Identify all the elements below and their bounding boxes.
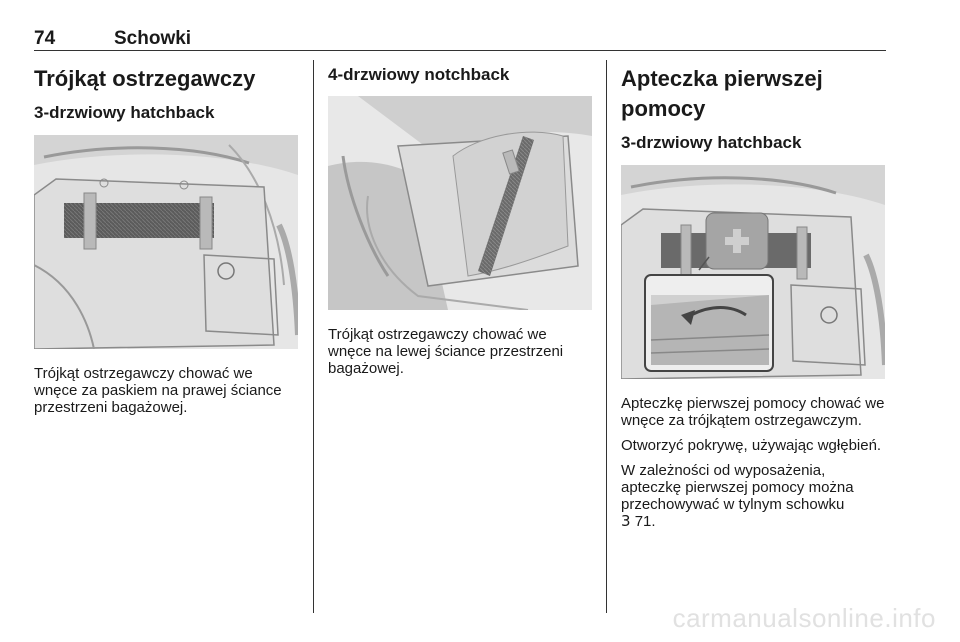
paragraph-text: W zależności od wyposażenia, apteczkę pierwszej pomocy można przechowywać w tylnym schowku (621, 462, 854, 513)
figure-first-aid-kit (621, 165, 885, 379)
page-header (34, 28, 886, 52)
figure-caption: Trójkąt ostrzegawczy chować we wnęce na lewej ściance przestrzeni bagażowej. (328, 326, 564, 377)
running-title: Schowki (114, 28, 192, 49)
page-number: 74 (34, 28, 56, 49)
paragraph (621, 462, 887, 530)
column-divider (606, 60, 607, 613)
figure-caption: Trójkąt ostrzegawczy chować we wnęce za paskiem na prawej ściance przestrzeni bagażowej. (34, 365, 282, 416)
page-reference-arrow-icon: 3 (621, 512, 631, 530)
column-warning-triangle-notchback (328, 64, 594, 377)
page-reference-link[interactable]: 71. (634, 513, 656, 530)
column-warning-triangle-hatchback (34, 64, 300, 416)
column-first-aid-kit (621, 64, 887, 530)
header-divider (34, 50, 886, 51)
section-subheading: 3-drzwiowy hatchback (34, 103, 215, 122)
watermark: carmanualsonline.info (672, 603, 936, 633)
section-subheading: 4-drzwiowy notchback (328, 65, 510, 84)
paragraph: Otworzyć pokrywę, używając wgłębień. (621, 437, 882, 454)
column-divider (313, 60, 314, 613)
section-heading: Apteczka pierwszej pomocy (621, 66, 823, 121)
figure-warning-triangle-notchback (328, 96, 592, 310)
figure-warning-triangle-hatchback (34, 135, 298, 349)
section-subheading: 3-drzwiowy hatchback (621, 133, 802, 152)
section-heading: Trójkąt ostrzegawczy (34, 66, 256, 91)
paragraph: Apteczkę pierwszej pomocy chować we wnęce za trójkątem ostrzegawczym. (621, 395, 885, 429)
